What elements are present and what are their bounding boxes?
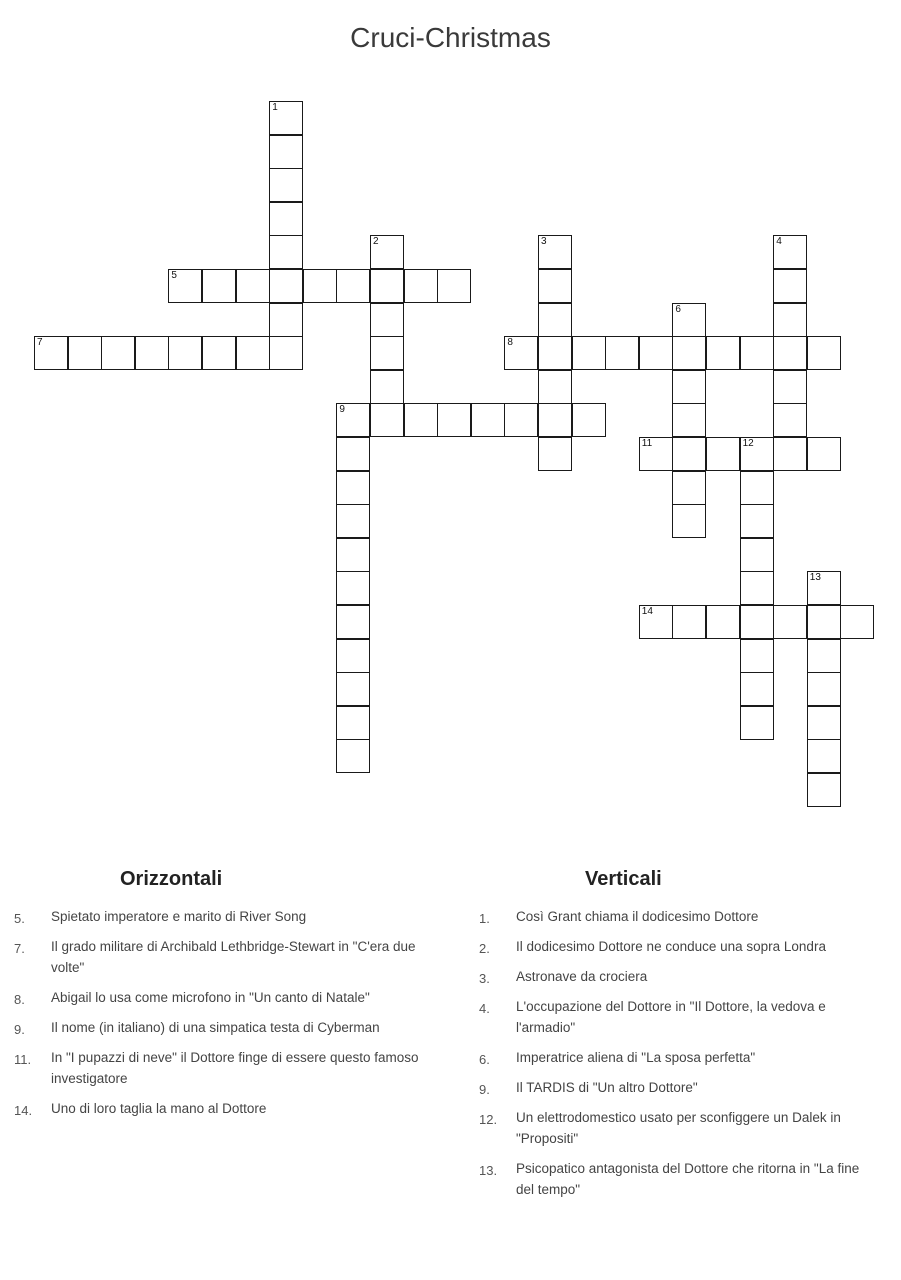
grid-cell[interactable] <box>740 672 774 706</box>
grid-cell[interactable] <box>336 538 370 572</box>
clue-text: Il TARDIS di "Un altro Dottore" <box>516 1080 698 1095</box>
clue-text: Abigail lo usa come microfono in "Un canto di Natale" <box>51 990 370 1005</box>
grid-cell[interactable] <box>538 336 572 370</box>
clue-number: 13. <box>479 1163 498 1178</box>
grid-cell[interactable] <box>303 269 337 303</box>
grid-cell[interactable] <box>840 605 874 639</box>
clue-text: Uno di loro taglia la mano al Dottore <box>51 1101 267 1116</box>
clue-number: 7. <box>14 941 25 956</box>
grid-cell[interactable] <box>807 605 841 639</box>
grid-cell[interactable] <box>336 437 370 471</box>
clue-text: Un elettrodomestico usato per sconfiggere un Dalek in "Propositi" <box>516 1110 841 1146</box>
grid-cell[interactable] <box>672 403 706 437</box>
grid-cell[interactable] <box>236 269 270 303</box>
grid-cell[interactable] <box>807 706 841 740</box>
grid-cell[interactable] <box>336 605 370 639</box>
grid-cell[interactable] <box>538 403 572 437</box>
grid-cell[interactable] <box>807 336 841 370</box>
grid-cell[interactable] <box>672 370 706 404</box>
grid-cell[interactable] <box>672 605 706 639</box>
grid-cell[interactable] <box>236 336 270 370</box>
across-clue <box>14 936 431 978</box>
cell-number: 4 <box>776 236 782 248</box>
grid-cell[interactable] <box>639 437 673 471</box>
grid-cell[interactable] <box>336 269 370 303</box>
grid-cell[interactable] <box>538 370 572 404</box>
grid-cell[interactable] <box>538 235 572 269</box>
down-clue-list <box>479 906 871 1209</box>
grid-cell[interactable] <box>135 336 169 370</box>
grid-cell[interactable] <box>706 437 740 471</box>
grid-cell[interactable] <box>773 269 807 303</box>
clue-text: Il nome (in italiano) di una simpatica testa di Cyberman <box>51 1020 380 1035</box>
grid-cell[interactable] <box>370 403 404 437</box>
grid-cell[interactable] <box>538 437 572 471</box>
grid-cell[interactable] <box>101 336 135 370</box>
cell-number: 11 <box>641 438 653 449</box>
clue-number: 1. <box>479 911 490 926</box>
grid-cell[interactable] <box>336 706 370 740</box>
cell-number: 9 <box>339 404 345 416</box>
clue-number: 12. <box>479 1112 498 1127</box>
grid-cell[interactable] <box>202 336 236 370</box>
grid-cell[interactable] <box>807 639 841 673</box>
grid-cell[interactable] <box>672 303 706 337</box>
grid-cell[interactable] <box>639 336 673 370</box>
down-clue <box>479 906 871 927</box>
clue-text: Astronave da crociera <box>516 969 648 984</box>
grid-cell[interactable] <box>672 504 706 538</box>
grid-cell[interactable] <box>672 437 706 471</box>
grid-cell[interactable] <box>504 336 538 370</box>
cell-number: 6 <box>675 303 681 315</box>
cell-number: 3 <box>541 236 547 248</box>
clue-text: L'occupazione del Dottore in "Il Dottore, la vedova e l'armadio" <box>516 999 826 1035</box>
grid-cell[interactable] <box>168 269 202 303</box>
clue-number: 4. <box>479 1001 490 1016</box>
grid-cell[interactable] <box>269 202 303 236</box>
clue-text: Spietato imperatore e marito di River Song <box>51 909 307 924</box>
clue-number: 2. <box>479 941 490 956</box>
grid-cell[interactable] <box>269 336 303 370</box>
clue-text: Così Grant chiama il dodicesimo Dottore <box>516 909 759 924</box>
grid-cell[interactable] <box>740 706 774 740</box>
down-heading: Verticali <box>585 868 662 890</box>
grid-cell[interactable] <box>370 336 404 370</box>
cell-number: 7 <box>37 337 43 349</box>
grid-cell[interactable] <box>68 336 102 370</box>
grid-cell[interactable] <box>336 471 370 505</box>
cell-number: 5 <box>171 270 177 281</box>
grid-cell[interactable] <box>740 605 774 639</box>
grid-cell[interactable] <box>773 235 807 269</box>
grid-cell[interactable] <box>639 605 673 639</box>
grid-cell[interactable] <box>471 403 505 437</box>
grid-cell[interactable] <box>404 269 438 303</box>
cell-number: 8 <box>507 337 513 349</box>
down-clue <box>479 936 871 957</box>
clue-number: 6. <box>479 1052 490 1067</box>
grid-cell[interactable] <box>336 672 370 706</box>
grid-cell[interactable] <box>437 403 471 437</box>
puzzle-title: Cruci-Christmas <box>350 22 551 53</box>
across-clue-list <box>14 906 431 1128</box>
cell-number: 1 <box>272 102 278 113</box>
down-clue <box>479 966 871 987</box>
grid-cell[interactable] <box>269 303 303 337</box>
clue-text: Il grado militare di Archibald Lethbridge-Stewart in "C'era due volte" <box>51 939 416 975</box>
clue-number: 9. <box>479 1082 490 1097</box>
grid-cell[interactable] <box>404 403 438 437</box>
grid-cell[interactable] <box>740 538 774 572</box>
clue-number: 8. <box>14 992 25 1007</box>
down-clue <box>479 1077 871 1098</box>
grid-cell[interactable] <box>807 437 841 471</box>
grid-cell[interactable] <box>773 336 807 370</box>
grid-cell[interactable] <box>269 269 303 303</box>
grid-cell[interactable] <box>336 504 370 538</box>
grid-cell[interactable] <box>336 639 370 673</box>
grid-cell[interactable] <box>773 370 807 404</box>
grid-cell[interactable] <box>269 235 303 269</box>
grid-cell[interactable] <box>504 403 538 437</box>
grid-cell[interactable] <box>773 303 807 337</box>
grid-cell[interactable] <box>538 303 572 337</box>
down-clue <box>479 1107 871 1149</box>
grid-cell[interactable] <box>370 370 404 404</box>
grid-cell[interactable] <box>740 639 774 673</box>
grid-cell[interactable] <box>370 303 404 337</box>
clue-number: 14. <box>14 1103 33 1118</box>
grid-cell[interactable] <box>572 403 606 437</box>
grid-cell[interactable] <box>740 336 774 370</box>
grid-cell[interactable] <box>269 101 303 135</box>
grid-cell[interactable] <box>605 336 639 370</box>
grid-cell[interactable] <box>538 269 572 303</box>
grid-cell[interactable] <box>773 403 807 437</box>
clue-text: Imperatrice aliena di "La sposa perfetta" <box>516 1050 756 1065</box>
clue-number: 3. <box>479 971 490 986</box>
grid-cell[interactable] <box>773 605 807 639</box>
across-clue <box>14 1047 431 1089</box>
grid-cell[interactable] <box>740 571 774 605</box>
grid-cell[interactable] <box>740 437 774 471</box>
grid-cell[interactable] <box>336 739 370 773</box>
grid-cell[interactable] <box>168 336 202 370</box>
grid-cell[interactable] <box>370 235 404 269</box>
cell-number: 13 <box>809 572 821 584</box>
grid-cell[interactable] <box>370 269 404 303</box>
grid-cell[interactable] <box>807 672 841 706</box>
grid-cell[interactable] <box>269 135 303 169</box>
across-clue <box>14 987 431 1008</box>
clue-number: 11. <box>14 1052 32 1067</box>
cell-number: 12 <box>742 438 754 449</box>
clue-number: 5. <box>14 911 25 926</box>
down-clue <box>479 1047 871 1068</box>
grid-cell[interactable] <box>807 739 841 773</box>
grid-cell[interactable] <box>437 269 471 303</box>
down-clue <box>479 996 871 1038</box>
cell-number: 14 <box>641 606 653 617</box>
grid-cell[interactable] <box>336 403 370 437</box>
grid-cell[interactable] <box>740 504 774 538</box>
across-clue <box>14 1098 431 1119</box>
grid-cell[interactable] <box>740 471 774 505</box>
grid-cell[interactable] <box>706 605 740 639</box>
grid-cell[interactable] <box>807 571 841 605</box>
across-heading: Orizzontali <box>120 868 223 890</box>
grid-cell[interactable] <box>34 336 68 370</box>
grid-cell[interactable] <box>773 437 807 471</box>
clue-number: 9. <box>14 1022 25 1037</box>
across-clue <box>14 1017 431 1038</box>
grid-cell[interactable] <box>807 773 841 807</box>
across-clue <box>14 906 431 927</box>
grid-cell[interactable] <box>269 168 303 202</box>
grid-cell[interactable] <box>672 336 706 370</box>
clue-text: Psicopatico antagonista del Dottore che ritorna in "La fine del tempo" <box>516 1161 860 1197</box>
clue-text: Il dodicesimo Dottore ne conduce una sopra Londra <box>516 939 826 954</box>
cell-number: 2 <box>373 236 379 248</box>
grid-cell[interactable] <box>706 336 740 370</box>
down-clue <box>479 1158 871 1200</box>
grid-cell[interactable] <box>202 269 236 303</box>
grid-cell[interactable] <box>672 471 706 505</box>
grid-cell[interactable] <box>336 571 370 605</box>
grid-cell[interactable] <box>572 336 606 370</box>
clue-text: In "I pupazzi di neve" il Dottore finge di essere questo famoso investigatore <box>51 1050 419 1086</box>
